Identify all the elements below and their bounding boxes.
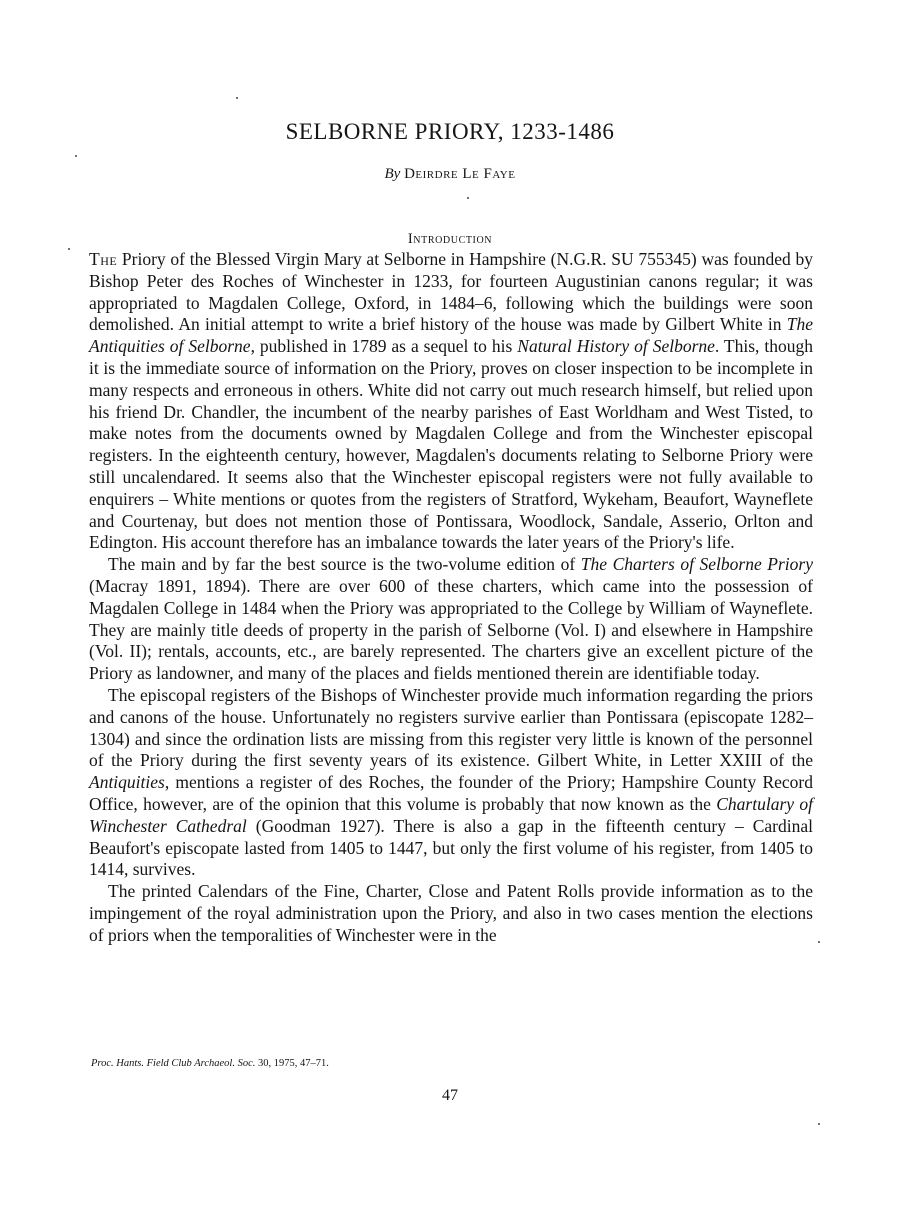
paragraph-3 [89, 685, 813, 881]
byline [0, 166, 900, 183]
paragraph-1 [89, 249, 813, 554]
text-run: (Goodman 1927). There is also a gap in the fifteenth century – Cardinal Beaufort's episcopate lasted from 1405 to 1447, but only the first volume of his register, from 1405 to 1414, survives. [89, 815, 814, 880]
text-run: The main and by far the best source is the two-volume edition of [108, 554, 581, 575]
scan-speck [467, 197, 469, 199]
text-run: (Macray 1891, 1894). There are over 600 of these charters, which came into the possession of Magdalen College in 1484 when the Priory was appropriated to the College by William of Wayneflete. They are mainly title deeds of property in the parish of Selborne (Vol. I) and elsewhere in Hampshire (Vol. II); rentals, accounts, etc., are barely represented. The charters give an excellent picture of the Priory as landowner, and many of the places and fields mentioned therein are identifiable today. [89, 575, 813, 684]
text-run: The printed Calendars of the Fine, Charter, Close and Patent Rolls provide information as to the impingement of the royal administration upon the Priory, and also in two cases mention the elections of priors when the temporalities of Winchester were in the [89, 881, 813, 945]
footnote-citation [91, 1058, 329, 1069]
book-title: The Antiquities of Selborne [89, 314, 813, 357]
book-title: Chartulary of Winchester Cathedral [89, 793, 813, 836]
book-title: The Charters of Selborne Priory [580, 554, 813, 575]
text-run: , published in 1789 as a sequel to his [250, 336, 518, 357]
scan-speck [75, 155, 77, 157]
scan-speck [236, 97, 238, 99]
section-heading: Introduction [407, 231, 493, 247]
scan-speck [818, 1123, 820, 1125]
paragraph-2 [89, 554, 813, 685]
book-title: Antiquities [89, 772, 165, 793]
text-run: . This, though it is the immediate source of information on the Priory, proves on closer inspection to be incomplete in many respects and erroneous in others. White did not carry out much research himself, but relied upon his friend Dr. Chandler, the incumbent of the nearby parishes of East Worldham and West Tisted, to make notes from the documents owned by Magdalen College and from the Winchester episcopal registers. In the eighteenth century, however, Magdalen's documents relating to Selborne Priory were still uncalendared. It seems also that the Winchester episcopal registers were not fully available to enquirers – White mentions or quotes from the registers of Stratford, Wykeham, Beaufort, Wayneflete and Courtenay, but does not mention those of Pontissara, Woodlock, Sandale, Asserio, Orlton and Edington. His account therefore has an imbalance towards the later years of the Priory's life. [89, 336, 813, 553]
text-run: Priory of the Blessed Virgin Mary at Selborne in Hampshire (N.G.R. SU 755345) was founded by Bishop Peter des Roches of Winchester in 1233, for fourteen Augustinian canons regular; it was appropriated to Magdalen College, Oxford, in 1484–6, following which the buildings were soon demolished. An initial attempt to write a brief history of the house was made by Gilbert White in [89, 249, 813, 335]
scan-speck [68, 248, 70, 250]
journal-name: Proc. Hants. Field Club Archaeol. Soc. [91, 1058, 256, 1069]
author-name: Deirdre Le Faye [404, 166, 516, 182]
scan-speck [818, 941, 820, 943]
page-number: 47 [442, 1087, 458, 1104]
text-run: , mentions a register of des Roches, the founder of the Priory; Hampshire County Record Office, however, are of the opinion that this volume is probably that now known as the [89, 772, 813, 814]
book-title: Natural History of Selborne [517, 336, 715, 357]
lead-word: The [89, 249, 118, 269]
paragraph-4 [89, 881, 813, 946]
citation-details: 30, 1975, 47–71. [255, 1058, 329, 1069]
text-run: The episcopal registers of the Bishops of Winchester provide much information regarding the priors and canons of the house. Unfortunately no registers survive earlier than Pontissara (episcopate 1282–1304) and since the ordination lists are missing from this register very little is known of the personnel of the Priory during the first seventy years of its existence. Gilbert White, in Letter XXIII of the [89, 684, 813, 771]
article-title: SELBORNE PRIORY, 1233-1486 [285, 119, 615, 144]
byline-by: By [384, 166, 401, 182]
article-body [89, 249, 813, 947]
